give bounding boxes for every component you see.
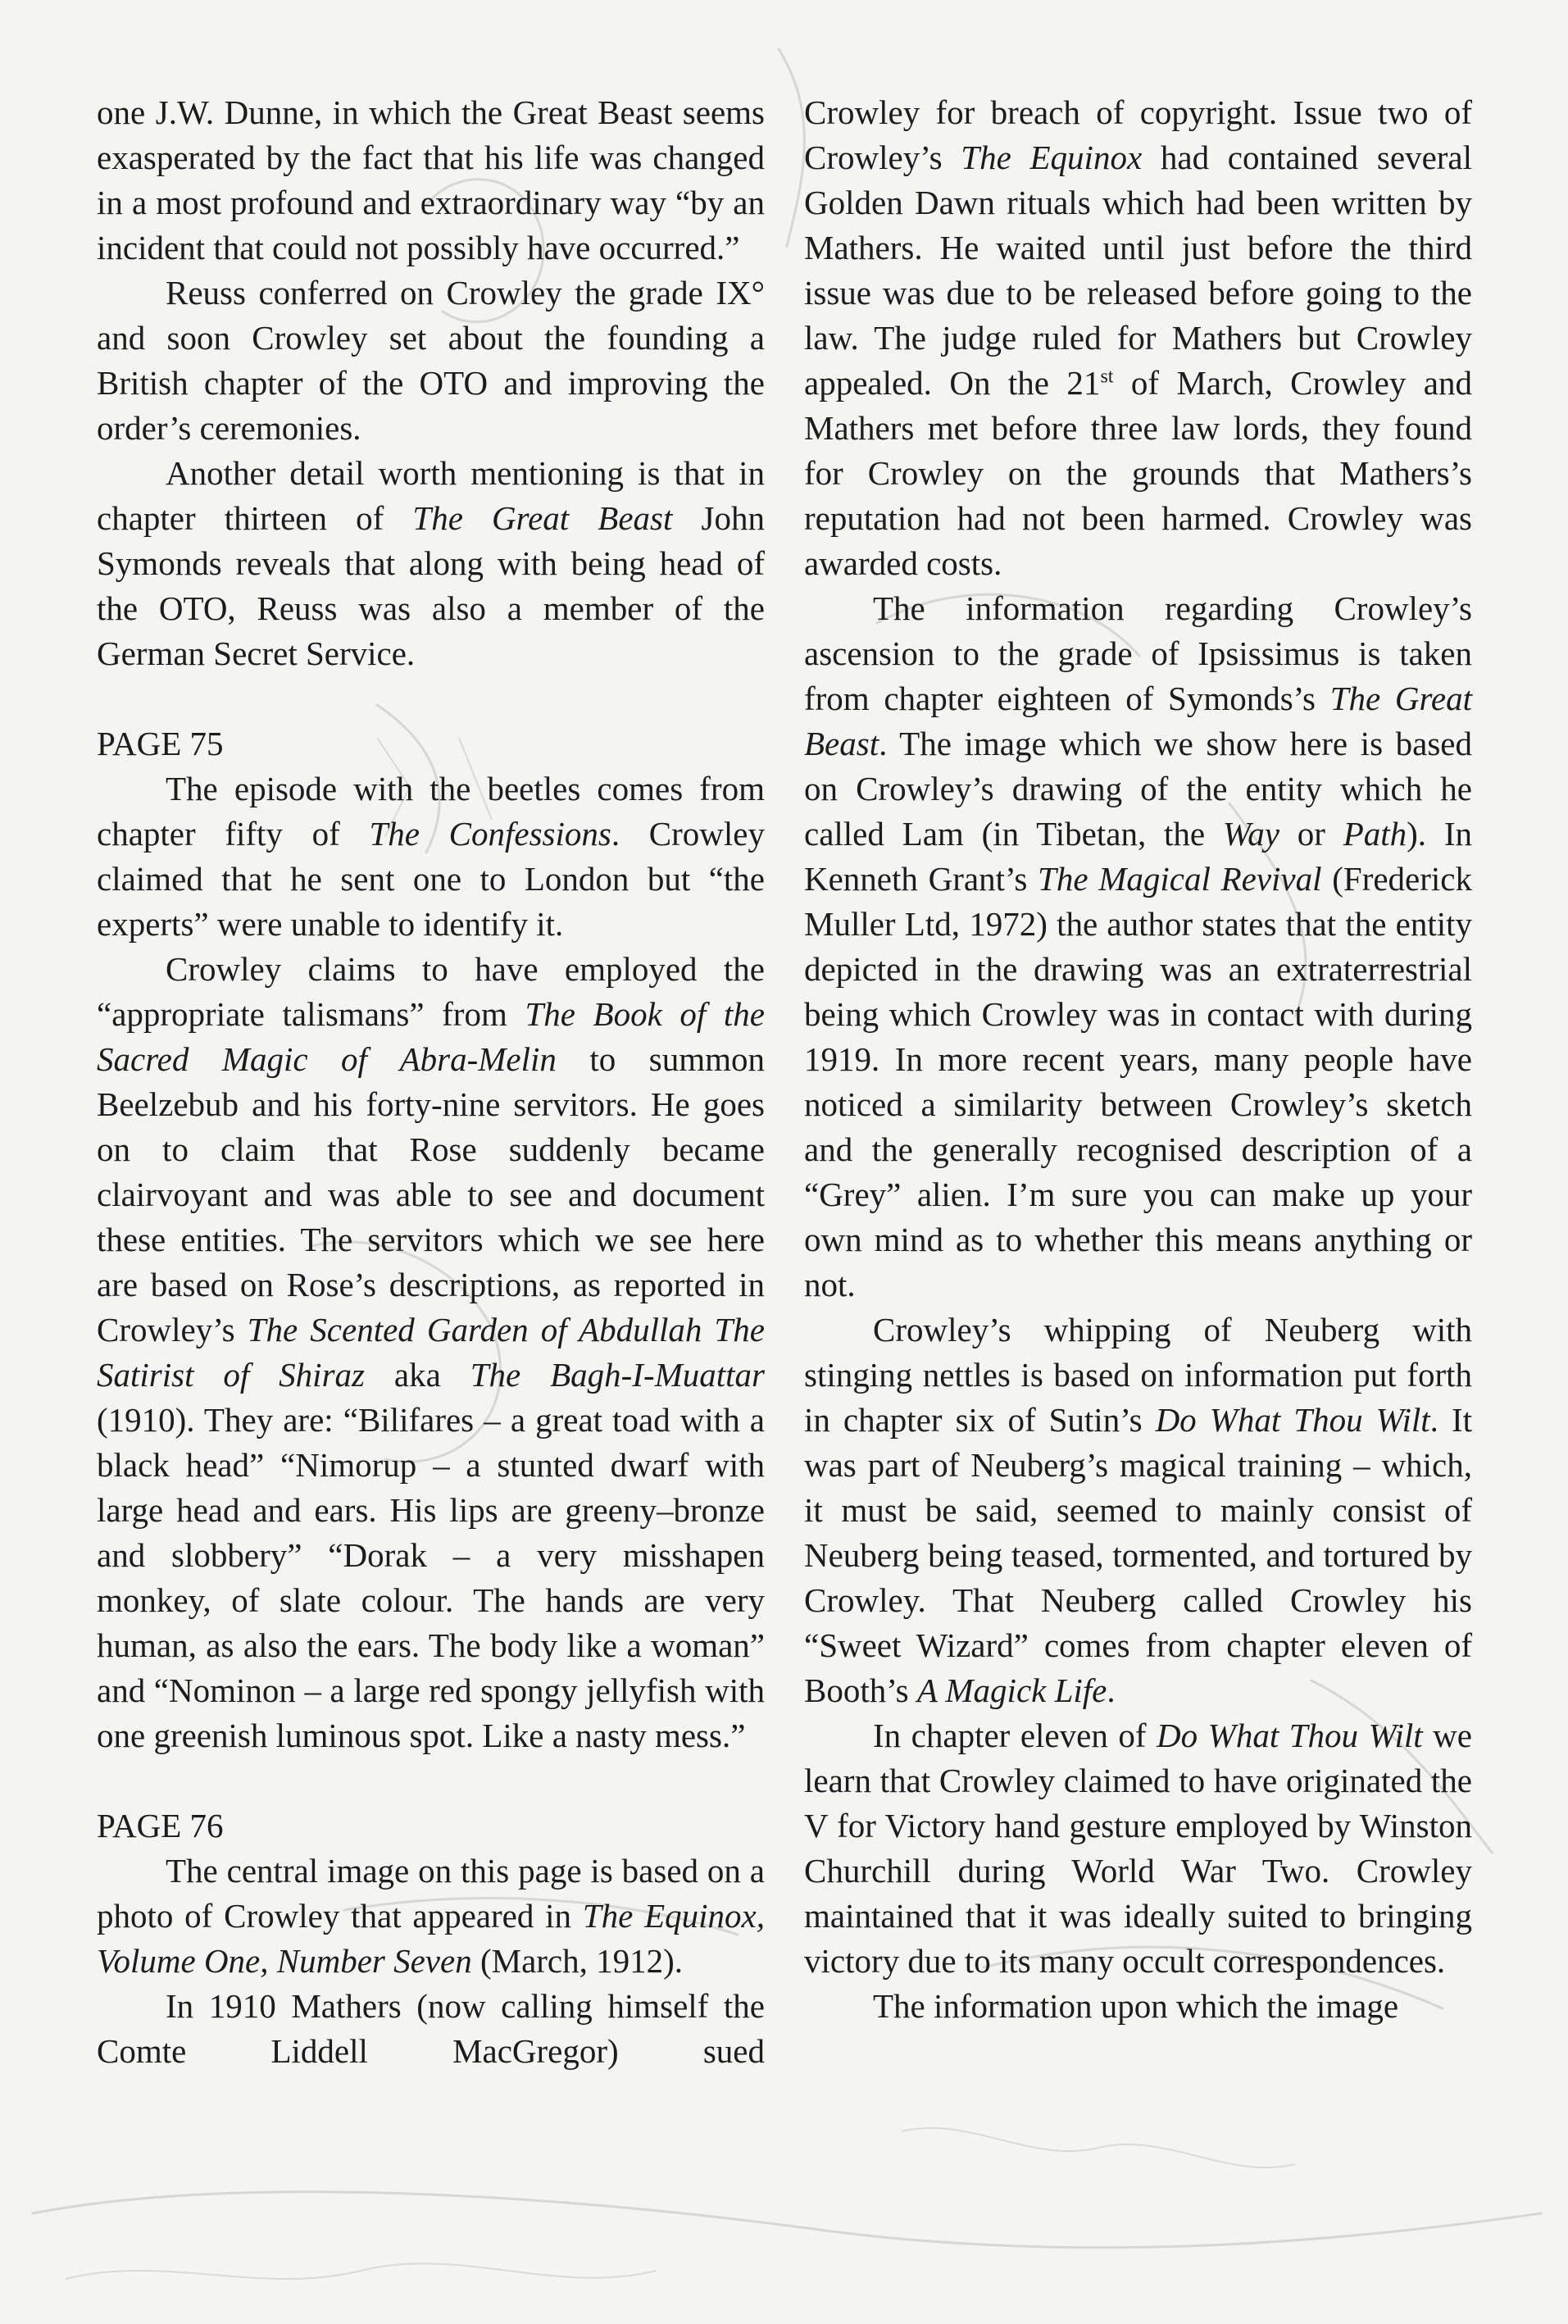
paragraph: Crowley for breach of copyright. Issue two of Crowley’s The Equinox had contained several Golden Dawn rituals which had been written by Mathers. He waited until just before the third issue was due to be released before going to the law. The judge ruled for Mathers but Crowley appealed. On the 21st of March, Crowley and Mathers met before three law lords, they found for Crowley on the grounds that Mathers’s reputation had not been harmed. Crowley was awarded costs. bbox=[804, 93, 1473, 582]
paragraph: The episode with the beetles comes from chapter fifty of The Confessions. Crowley claimed that he sent one to London but “the experts” were unable to identify it. bbox=[97, 770, 765, 943]
paragraph: Crowley claims to have employed the “appropriate talismans” from The Book of the Sacred Magic of Abra-Melin to summon Beelzebub and his forty-nine servitors. He goes on to claim that Rose suddenly became clairvoyant and was able to see and document these entities. The servitors which we see here are based on Rose’s descriptions, as reported in Crowley’s The Scented Garden of Abdullah The Satirist of Shiraz aka The Bagh-I-Muattar (1910). They are: “Bilifares – a great toad with a black head” “Nimorup – a stunted dwarf with large head and ears. His lips are greeny–bronze and slobbery” “Dorak – a very misshapen monkey, of slate colour. The hands are very human, as also the ears. The body like a woman” and “Nominon – a large red spongy jellyfish with one greenish luminous spot. Like a nasty mess.” bbox=[97, 950, 765, 1754]
paragraph: one J.W. Dunne, in which the Great Beast seems exasperated by the fact that his life was changed in a most profound and extraordinary way “by an incident that could not possibly have occurred.” bbox=[97, 93, 765, 266]
paragraph: The information regarding Crowley’s ascension to the grade of Ipsissimus is taken from chapter eighteen of Symonds’s The Great Beast. The image which we show here is based on Crowley’s drawing of the entity which he called Lam (in Tibetan, the Way or Path). In Kenneth Grant’s The Magical Revival (Frederick Muller Ltd, 1972) the author states that the entity depicted in the drawing was an extraterrestrial being which Crowley was in contact with during 1919. In more recent years, many people have noticed a similarity between Crowley’s sketch and the generally recognised description of a “Grey” alien. I’m sure you can make up your own mind as to whether this means anything or not. bbox=[804, 589, 1473, 1303]
right-column bbox=[804, 90, 1472, 2029]
left-column bbox=[97, 90, 765, 2074]
paragraph: The central image on this page is based on a photo of Crowley that appeared in The Equinox, Volume One, Number Seven (March, 1912). bbox=[97, 1852, 765, 1980]
paragraph: In chapter eleven of Do What Thou Wilt we learn that Crowley claimed to have originated the V for Victory hand gesture employed by Winston Churchill during World War Two. Crowley maintained that it was ideally suited to bringing victory due to its many occult correspondences. bbox=[804, 1717, 1472, 1980]
section-heading-page-75: PAGE 75 bbox=[97, 725, 224, 762]
paragraph: Reuss conferred on Crowley the grade IX° and soon Crowley set about the founding a British chapter of the OTO and improving the order’s ceremonies. bbox=[97, 274, 765, 447]
paragraph: In 1910 Mathers (now calling himself the Comte Liddell MacGregor) sued bbox=[97, 1987, 765, 2070]
paragraph: Another detail worth mentioning is that in chapter thirteen of The Great Beast John Symonds reveals that along with being head of the OTO, Reuss was also a member of the German Secret Service. bbox=[97, 454, 765, 672]
section-heading-page-76: PAGE 76 bbox=[97, 1807, 224, 1844]
paragraph: Crowley’s whipping of Neuberg with stinging nettles is based on information put forth in chapter six of Sutin’s Do What Thou Wilt. It was part of Neuberg’s magical training – which, it must be said, seemed to mainly consist of Neuberg being teased, tormented, and tortured by Crowley. That Neuberg called Crowley his “Sweet Wizard” comes from chapter eleven of Booth’s A Magick Life. bbox=[804, 1311, 1472, 1709]
paragraph: The information upon which the image bbox=[873, 1987, 1399, 2025]
